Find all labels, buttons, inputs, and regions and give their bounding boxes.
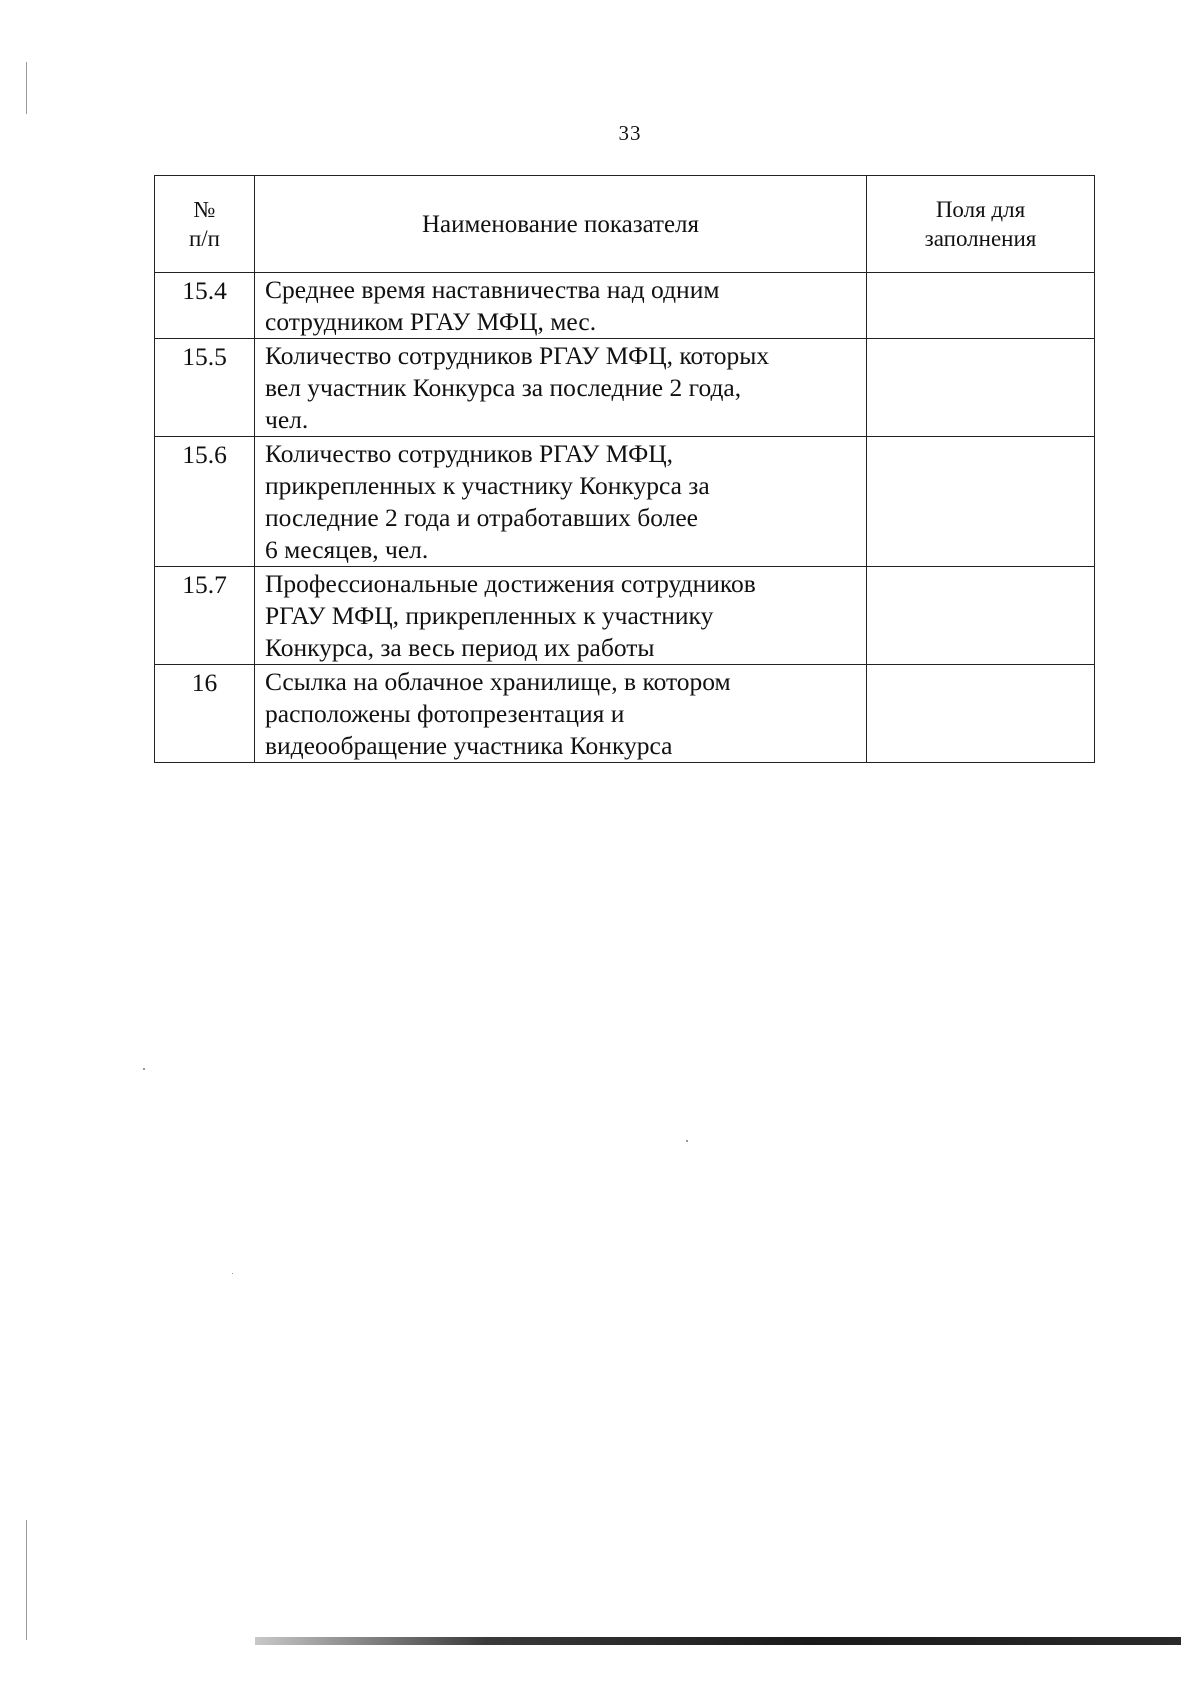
fill-field[interactable]: [867, 665, 1095, 763]
table-header-row: [155, 176, 1095, 273]
scan-edge-line-top: [26, 62, 27, 114]
table-row: [155, 437, 1095, 567]
row-number: 15.4: [155, 273, 255, 339]
row-number: 16: [155, 665, 255, 763]
indicator-name: Количество сотрудников РГАУ МФЦ, прикрепленных к участнику Конкурса за последние 2 года и отработавших более 6 месяцев, чел.: [255, 437, 867, 567]
scan-speck: [686, 1140, 688, 1142]
indicator-table: [154, 175, 1095, 763]
header-name: Наименование показателя: [255, 176, 867, 273]
indicator-name: Среднее время наставничества над одним сотрудником РГАУ МФЦ, мес.: [255, 273, 867, 339]
row-number: 15.7: [155, 567, 255, 665]
fill-field[interactable]: [867, 273, 1095, 339]
table-row: [155, 339, 1095, 437]
header-num: № п/п: [155, 176, 255, 273]
fill-field[interactable]: [867, 567, 1095, 665]
scan-edge-line-bottom: [26, 1520, 27, 1640]
row-number: 15.6: [155, 437, 255, 567]
scan-speck: [143, 1068, 145, 1070]
row-number: 15.5: [155, 339, 255, 437]
fill-field[interactable]: [867, 339, 1095, 437]
table-row: [155, 273, 1095, 339]
table-row: [155, 567, 1095, 665]
indicator-name: Ссылка на облачное хранилище, в котором расположены фотопрезентация и видеообращение участника Конкурса: [255, 665, 867, 763]
table-row: [155, 665, 1095, 763]
scan-edge-bar: [255, 1637, 1181, 1645]
fill-field[interactable]: [867, 437, 1095, 567]
header-fill: Поля для заполнения: [867, 176, 1095, 273]
page-number: 33: [618, 121, 642, 145]
scan-speck: [232, 1273, 233, 1274]
indicator-name: Профессиональные достижения сотрудников РГАУ МФЦ, прикрепленных к участнику Конкурса, за весь период их работы: [255, 567, 867, 665]
indicator-name: Количество сотрудников РГАУ МФЦ, которых вел участник Конкурса за последние 2 года, чел.: [255, 339, 867, 437]
